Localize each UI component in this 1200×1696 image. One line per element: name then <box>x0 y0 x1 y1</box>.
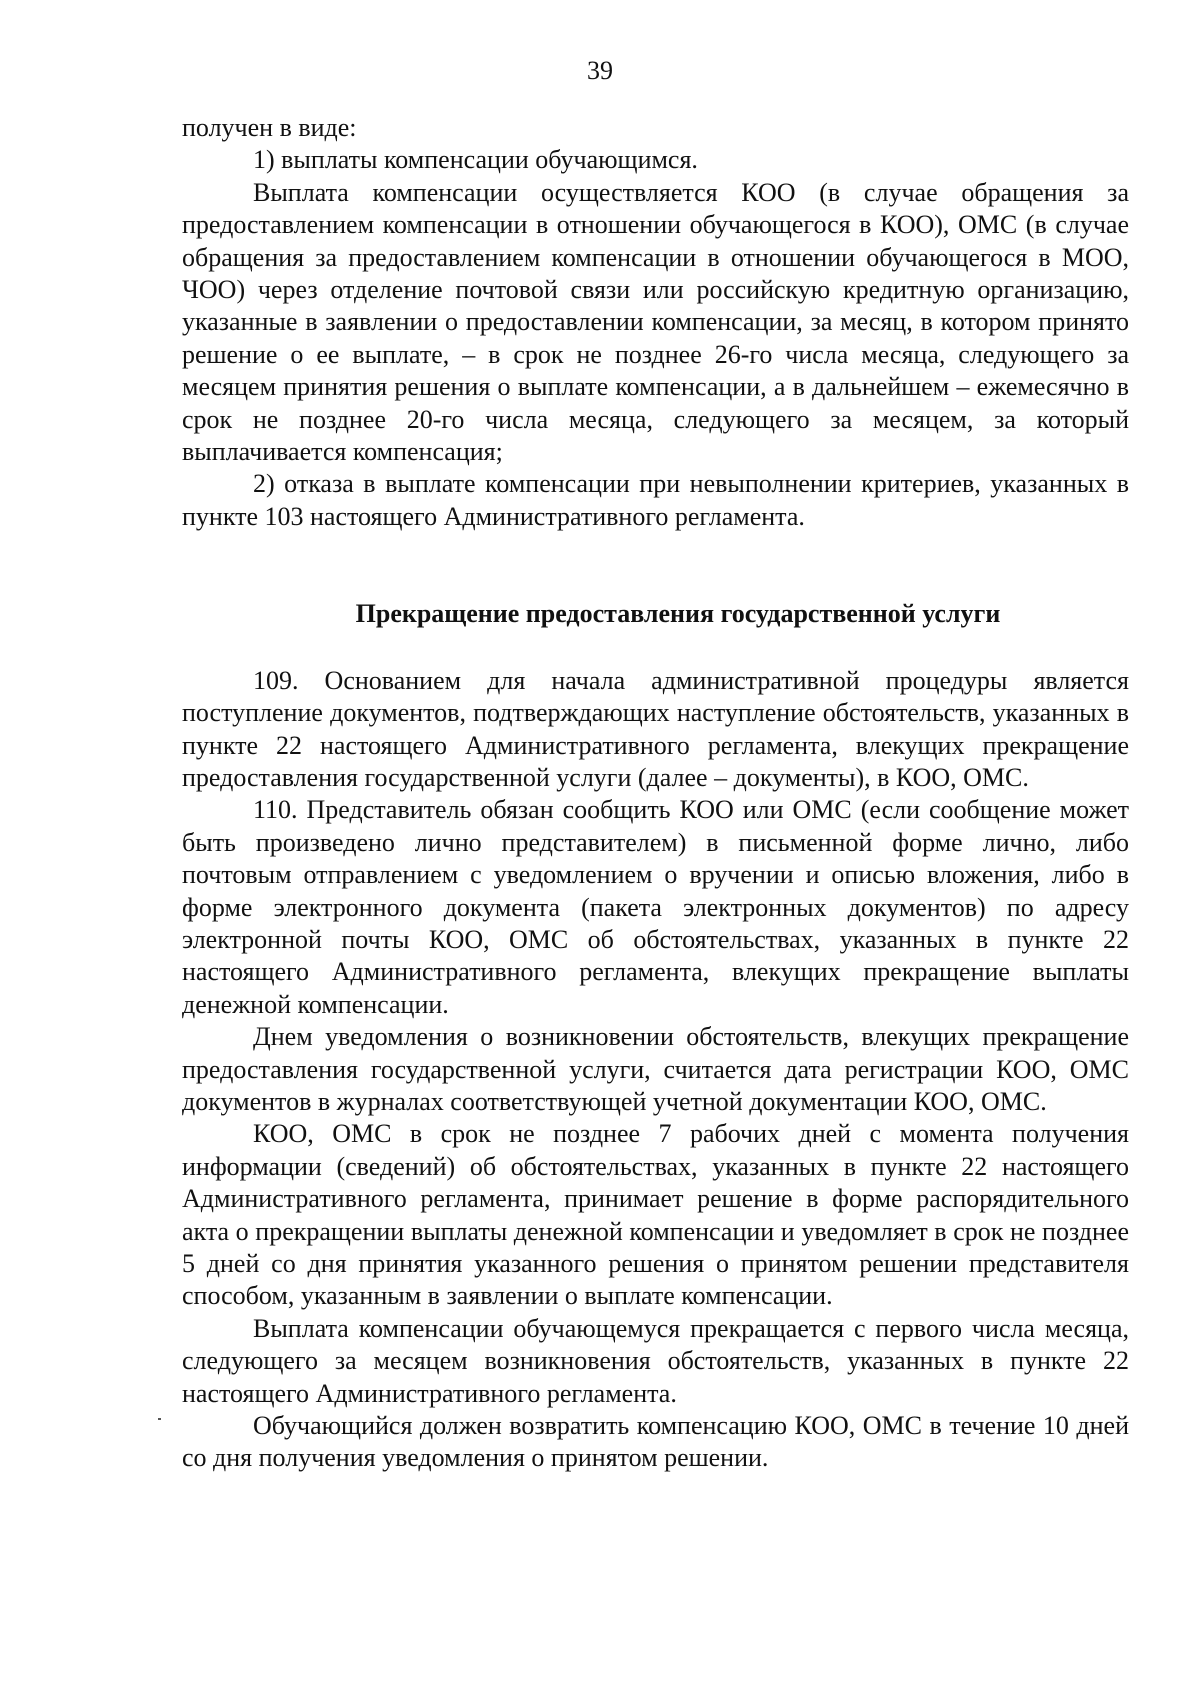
paragraph: КОО, ОМС в срок не позднее 7 рабочих дней с момента получения информации (сведений) об обстоятельствах, указанных в пункте 22 настоящего Административного регламента, принимает решение в форме распорядительного акта о прекращении выплаты денежной компенсации и уведомляет в срок не позднее 5 дней со дня принятия указанного решения о принятом решении представителя способом, указанным в заявлении о выплате компенсации. <box>182 1119 1129 1311</box>
section-heading: Прекращение предоставления государственной услуги <box>355 599 1001 629</box>
paragraph: 109. Основанием для начала административной процедуры является поступление документов, подтверждающих наступление обстоятельств, указанных в пункте 22 настоящего Административного регламента, влекущих прекращение предоставления государственной услуги (далее – документы), в КОО, ОМС. <box>182 665 1129 792</box>
page-number: 39 <box>587 56 613 85</box>
paragraph: 1) выплаты компенсации обучающимся. <box>253 145 698 175</box>
document-body <box>182 112 1129 1475</box>
paragraph: Обучающийся должен возвратить компенсацию КОО, ОМС в течение 10 дней со дня получения уведомления о принятом решении. <box>182 1411 1129 1473</box>
paragraph: 110. Представитель обязан сообщить КОО или ОМС (если сообщение может быть произведено лично представителем) в письменной форме лично, либо почтовым отправлением с уведомлением о вручении и описью вложения, либо в форме электронного документа (пакета электронных документов) по адресу электронной почты КОО, ОМС об обстоятельствах, указанных в пункте 22 настоящего Административного регламента, влекущих прекращение выплаты денежной компенсации. <box>182 795 1129 1019</box>
paragraph: Выплата компенсации обучающемуся прекращается с первого числа месяца, следующего за месяцем возникновения обстоятельств, указанных в пункте 22 настоящего Административного регламента. <box>182 1313 1129 1408</box>
spacer <box>182 631 1129 665</box>
spacer <box>182 533 1129 598</box>
scan-speck <box>158 1418 161 1420</box>
paragraph: Выплата компенсации осуществляется КОО (в случае обращения за предоставлением компенсации в отношении обучающегося в КОО), ОМС (в случае обращения за предоставлением компенсации в отношении обучающегося в МОО, ЧОО) через отделение почтовой связи или российскую кредитную организацию, указанные в заявлении о предоставлении компенсации, за месяц, в котором принято решение о ее выплате, – в срок не позднее 26-го числа месяца, следующего за месяцем принятия решения о выплате компенсации, а в дальнейшем – ежемесячно в срок не позднее 20-го числа месяца, следующего за месяцем, за который выплачивается компенсация; <box>182 177 1129 467</box>
paragraph: 2) отказа в выплате компенсации при невыполнении критериев, указанных в пункте 103 настоящего Административного регламента. <box>182 469 1129 531</box>
paragraph: Днем уведомления о возникновении обстоятельств, влекущих прекращение предоставления государственной услуги, считается дата регистрации КОО, ОМС документов в журналах соответствующей учетной документации КОО, ОМС. <box>182 1022 1129 1116</box>
paragraph: получен в виде: <box>182 113 357 142</box>
